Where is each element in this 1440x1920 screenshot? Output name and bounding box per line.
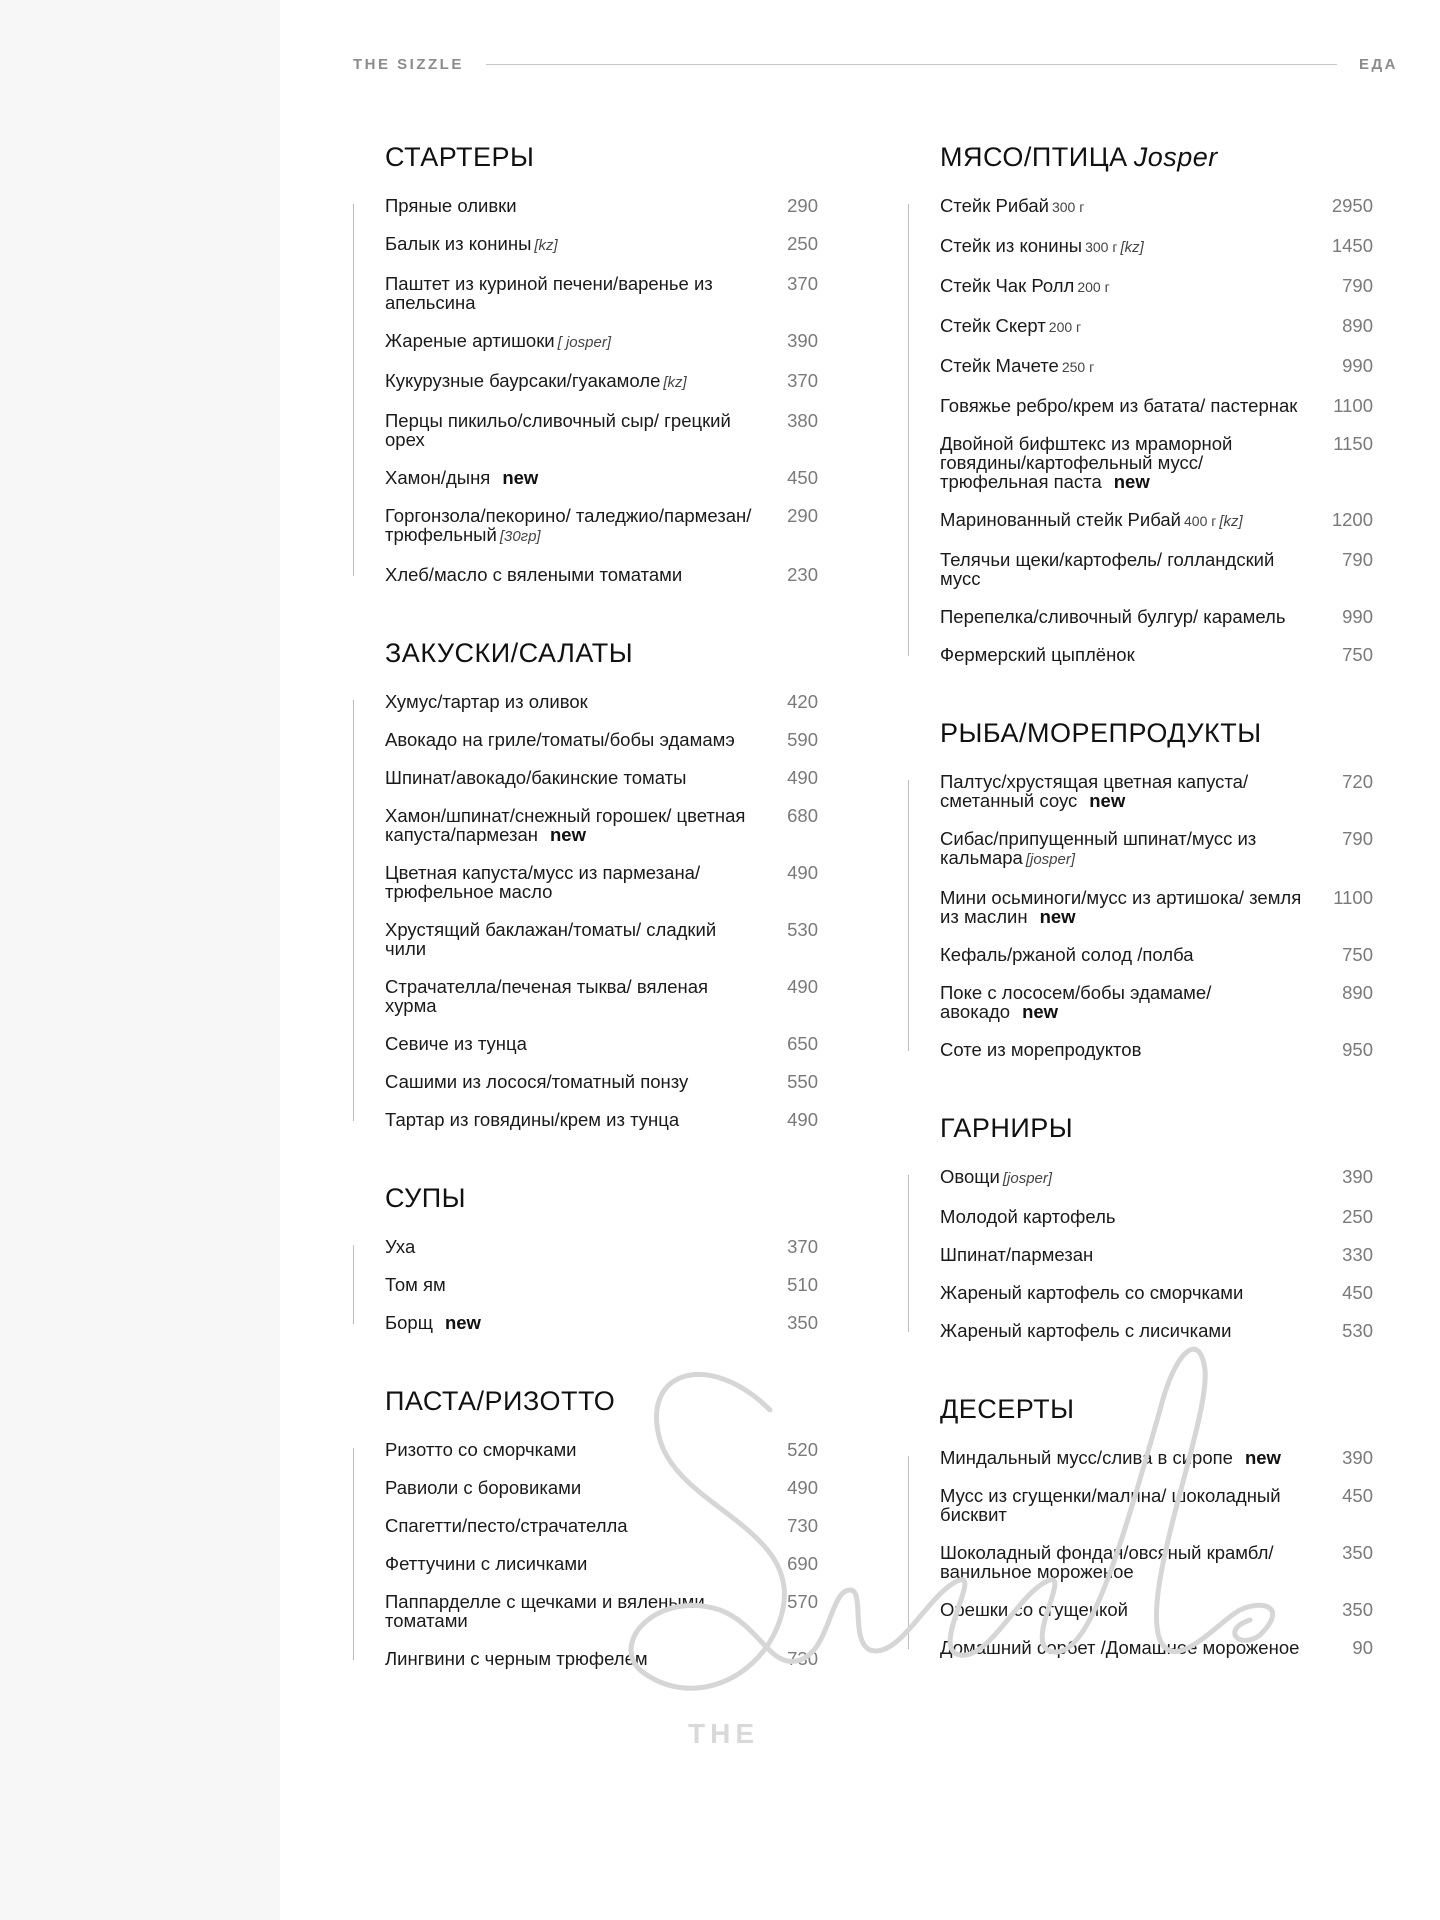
menu-item-list [385, 692, 818, 1129]
section-title: ЗАКУСКИ/САЛАТЫ [385, 638, 634, 668]
new-badge: new [502, 467, 539, 488]
menu-item-name [940, 829, 1310, 869]
left-column [385, 140, 818, 1720]
menu-item-title: Двойной бифштекс из мраморной говядины/картофельный мусс/ трюфельная паста [940, 433, 1233, 492]
menu-item-weight: 300 г [1085, 239, 1118, 255]
menu-item-name [940, 1207, 1310, 1226]
menu-item-list [940, 1167, 1373, 1340]
menu-item-title: Фермерский цыплёнок [940, 644, 1135, 665]
page-header [353, 54, 1398, 74]
menu-item-title: Хамон/дыня [385, 467, 491, 488]
menu-item-name [385, 768, 755, 787]
menu-item-title: Сибас/припущенный шпинат/мусс из кальмара [940, 828, 1257, 868]
menu-item [385, 1649, 818, 1668]
menu-item-title: Шпинат/пармезан [940, 1244, 1094, 1265]
menu-item-title: Жареный картофель с лисичками [940, 1320, 1232, 1341]
menu-item [385, 234, 818, 255]
menu-item-title: Мусс из сгущенки/малина/ шоколадный бисквит [940, 1485, 1281, 1525]
menu-item-title: Мини осьминоги/мусс из артишока/ земля из маслин [940, 887, 1302, 927]
menu-item-name [385, 692, 755, 711]
menu-item-name [940, 550, 1310, 588]
menu-item-title: Авокадо на гриле/томаты/бобы эдамамэ [385, 729, 735, 750]
menu-item-name [940, 1448, 1310, 1467]
menu-item-note: [kz] [1120, 239, 1144, 256]
menu-item-price: 390 [1342, 1447, 1373, 1468]
menu-item-price: 730 [787, 1648, 818, 1669]
menu-item-title: Спагетти/песто/страчателла [385, 1515, 628, 1536]
section-title: СТАРТЕРЫ [385, 142, 535, 172]
menu-item-title: Севиче из тунца [385, 1033, 527, 1054]
menu-item-name [385, 1554, 755, 1573]
section-title: ПАСТА/РИЗОТТО [385, 1386, 616, 1416]
menu-item-price: 890 [1342, 982, 1373, 1003]
menu-item-name [940, 1638, 1310, 1657]
menu-item-price: 530 [1342, 1320, 1373, 1341]
menu-item [940, 1040, 1373, 1059]
menu-item [385, 692, 818, 711]
menu-item-name [940, 645, 1310, 664]
menu-item-name [385, 1313, 755, 1332]
menu-item-title: Хрустящий баклажан/томаты/ сладкий чили [385, 919, 717, 959]
menu-item-note: [ josper] [557, 334, 611, 351]
menu-item [385, 1440, 818, 1459]
section-title-text: МЯСО/ПТИЦА [940, 142, 1128, 172]
menu-item-price: 750 [1342, 644, 1373, 665]
menu-item [385, 1516, 818, 1535]
page-section-label: ЕДА [1358, 55, 1398, 73]
menu-item-title: Паппарделле с щечками и вялеными томатами [385, 1591, 705, 1631]
menu-item [385, 977, 818, 1015]
menu-item-list [385, 196, 818, 584]
menu-item [940, 1321, 1373, 1340]
menu-item [385, 331, 818, 352]
menu-item [385, 565, 818, 584]
menu-item-price: 450 [1342, 1485, 1373, 1506]
header-divider [486, 64, 1337, 65]
menu-item-title: Стейк Рибай [940, 195, 1049, 216]
menu-item [385, 1478, 818, 1497]
menu-item [940, 1543, 1373, 1581]
menu-item [385, 806, 818, 844]
menu-item-name [940, 1486, 1310, 1524]
menu-item [940, 316, 1373, 337]
brand-name: THE SIZZLE [353, 55, 464, 73]
menu-item-name [940, 888, 1310, 926]
menu-item-price: 250 [787, 233, 818, 254]
right-column [940, 140, 1373, 1709]
menu-item [385, 768, 818, 787]
menu-item [940, 1207, 1373, 1226]
menu-item [940, 645, 1373, 664]
menu-item-price: 290 [787, 195, 818, 216]
section-pasta [385, 1384, 818, 1668]
menu-item-price: 490 [787, 1109, 818, 1130]
menu-item-weight: 400 г [1184, 513, 1217, 529]
menu-item-title: Стейк Чак Ролл [940, 275, 1075, 296]
menu-item [940, 772, 1373, 810]
menu-item-price: 490 [787, 862, 818, 883]
menu-item-name [940, 434, 1310, 491]
menu-item-note: [kz] [1219, 513, 1243, 530]
section-sides [940, 1111, 1373, 1340]
menu-item [940, 1486, 1373, 1524]
menu-item-title: Борщ [385, 1312, 433, 1333]
menu-item-price: 720 [1342, 771, 1373, 792]
section-meat [940, 140, 1373, 664]
section-soups [385, 1181, 818, 1332]
menu-item-price: 750 [1342, 944, 1373, 965]
menu-item-name [385, 977, 755, 1015]
menu-item-title: Страчателла/печеная тыква/ вяленая хурма [385, 976, 709, 1016]
menu-item-price: 2950 [1331, 195, 1373, 216]
menu-item-price: 680 [787, 805, 818, 826]
menu-item-price: 350 [1342, 1542, 1373, 1563]
menu-item [385, 920, 818, 958]
menu-item-note: [kz] [534, 237, 558, 254]
menu-item [385, 730, 818, 749]
menu-item-price: 490 [787, 1477, 818, 1498]
menu-item-title: Шпинат/авокадо/бакинские томаты [385, 767, 687, 788]
menu-item-price: 490 [787, 767, 818, 788]
menu-item-name [385, 331, 755, 352]
menu-item-title: Тартар из говядины/крем из тунца [385, 1109, 680, 1130]
menu-item-name [385, 863, 755, 901]
menu-item-price: 590 [787, 729, 818, 750]
menu-item-note: [josper] [1025, 851, 1076, 868]
menu-item [385, 1592, 818, 1630]
menu-item-price: 370 [787, 1236, 818, 1257]
menu-item-name [385, 1237, 755, 1256]
new-badge: new [549, 824, 586, 845]
menu-item [940, 888, 1373, 926]
menu-item-price: 370 [787, 273, 818, 294]
menu-item [940, 829, 1373, 869]
menu-item-name [940, 1543, 1310, 1581]
menu-item-name [940, 607, 1310, 626]
menu-item [385, 1313, 818, 1332]
menu-item-title: Соте из морепродуктов [940, 1039, 1142, 1060]
menu-item-price: 650 [787, 1033, 818, 1054]
menu-item-price: 380 [787, 410, 818, 431]
menu-item [385, 411, 818, 449]
menu-item-price: 790 [1342, 828, 1373, 849]
menu-item-name [940, 276, 1310, 297]
menu-item-weight: 200 г [1048, 319, 1082, 335]
menu-item [385, 1110, 818, 1129]
menu-item-title: Домашний сорбет /Домашнее мороженое [940, 1637, 1300, 1658]
menu-item-list [940, 196, 1373, 664]
menu-item-price: 550 [787, 1071, 818, 1092]
menu-item-name [940, 983, 1310, 1021]
menu-item [940, 276, 1373, 297]
menu-item-price: 350 [787, 1312, 818, 1333]
menu-item-note: [kz] [663, 374, 687, 391]
menu-item-title: Цветная капуста/мусс из пармезана/ трюфельное масло [385, 862, 701, 902]
section-starters [385, 140, 818, 584]
menu-item-title: Сашими из лосося/томатный понзу [385, 1071, 689, 1092]
menu-item-name [385, 1478, 755, 1497]
menu-item-title: Лингвини с черным трюфелем [385, 1648, 648, 1669]
menu-item-title: Жареные артишоки [385, 330, 555, 351]
menu-item-price: 90 [1352, 1637, 1373, 1658]
menu-item [385, 1034, 818, 1053]
menu-item-title: Миндальный мусс/слива в сиропе [940, 1447, 1233, 1468]
menu-item-name [940, 236, 1310, 257]
menu-item-price: 250 [1342, 1206, 1373, 1227]
menu-item-price: 530 [787, 919, 818, 940]
menu-item-name [385, 1516, 755, 1535]
menu-item-name [385, 1440, 755, 1459]
menu-item-name [940, 510, 1310, 531]
menu-item-price: 1200 [1331, 509, 1373, 530]
menu-item-title: Стейк из конины [940, 235, 1083, 256]
menu-item-price: 1450 [1331, 235, 1373, 256]
menu-item [385, 863, 818, 901]
section-title: ГАРНИРЫ [940, 1113, 1074, 1143]
menu-item [385, 468, 818, 487]
menu-item-title: Палтус/хрустящая цветная капуста/ сметанный соус [940, 771, 1249, 811]
menu-item [385, 196, 818, 215]
menu-item [940, 396, 1373, 415]
menu-item-list [385, 1237, 818, 1332]
menu-item-name [385, 1592, 755, 1630]
menu-item-title: Том ям [385, 1274, 446, 1295]
menu-item [940, 607, 1373, 626]
menu-item-price: 1150 [1333, 433, 1373, 454]
menu-item-weight: 300 г [1051, 199, 1085, 215]
menu-item-price: 450 [787, 467, 818, 488]
menu-item [940, 1283, 1373, 1302]
menu-item-price: 520 [787, 1439, 818, 1460]
menu-item-name [385, 920, 755, 958]
menu-item-title: Хлеб/масло с вялеными томатами [385, 564, 683, 585]
menu-item [385, 371, 818, 392]
menu-item-title: Перцы пикильо/сливочный сыр/ грецкий орех [385, 410, 731, 450]
menu-item-price: 990 [1342, 355, 1373, 376]
menu-item-name [385, 1110, 755, 1129]
menu-item [385, 274, 818, 312]
menu-item-title: Стейк Мачете [940, 355, 1059, 376]
new-badge: new [1089, 790, 1126, 811]
menu-item-list [385, 1440, 818, 1668]
section-snacks [385, 636, 818, 1129]
menu-item [940, 1245, 1373, 1264]
menu-item [940, 1600, 1373, 1619]
menu-item-title: Пряные оливки [385, 195, 517, 216]
menu-item-price: 330 [1342, 1244, 1373, 1265]
menu-item [940, 945, 1373, 964]
menu-item-name [940, 356, 1310, 377]
menu-item-price: 390 [1342, 1166, 1373, 1187]
section-title: ДЕСЕРТЫ [940, 1394, 1075, 1424]
menu-item-name [940, 1040, 1310, 1059]
menu-item-price: 790 [1342, 275, 1373, 296]
menu-item [385, 1554, 818, 1573]
menu-item-name [940, 1245, 1310, 1264]
menu-item-name [385, 1072, 755, 1091]
menu-item-title: Паштет из куриной печени/варенье из апельсина [385, 273, 713, 313]
menu-item-name [385, 730, 755, 749]
menu-item-name [385, 371, 755, 392]
section-title: РЫБА/МОРЕПРОДУКТЫ [940, 718, 1262, 748]
menu-item-name [385, 506, 755, 546]
menu-item [385, 1072, 818, 1091]
menu-item-title: Перепелка/сливочный булгур/ карамель [940, 606, 1286, 627]
menu-item-name [940, 196, 1310, 217]
menu-item-price: 390 [787, 330, 818, 351]
menu-item-title: Стейк Скерт [940, 315, 1046, 336]
menu-item [940, 356, 1373, 377]
menu-item-name [385, 234, 755, 255]
menu-item-price: 510 [787, 1274, 818, 1295]
menu-item [940, 1448, 1373, 1467]
watermark-prefix: THE [688, 1718, 759, 1749]
menu-item-name [385, 1275, 755, 1294]
menu-item-name [385, 196, 755, 215]
menu-item-name [940, 1321, 1310, 1340]
menu-item [385, 1237, 818, 1256]
menu-item-name [385, 565, 755, 584]
menu-item-list [940, 1448, 1373, 1657]
menu-item-title: Феттучини с лисичками [385, 1553, 588, 1574]
menu-item-name [940, 772, 1310, 810]
menu-item-name [940, 396, 1310, 415]
menu-item-price: 690 [787, 1553, 818, 1574]
menu-item-title: Кефаль/ржаной солод /полба [940, 944, 1194, 965]
menu-item-title: Овощи [940, 1166, 1000, 1187]
menu-item-title: Маринованный стейк Рибай [940, 509, 1181, 530]
menu-item [940, 510, 1373, 531]
menu-item-title: Молодой картофель [940, 1206, 1116, 1227]
section-title-accent: Josper [1133, 142, 1218, 172]
menu-item-title: Ризотто со сморчками [385, 1439, 577, 1460]
menu-item-name [385, 806, 755, 844]
new-badge: new [1022, 1001, 1059, 1022]
menu-item-weight: 250 г [1061, 359, 1095, 375]
section-desserts [940, 1392, 1373, 1657]
menu-item-title: Балык из конины [385, 233, 532, 254]
menu-item-price: 350 [1342, 1599, 1373, 1620]
menu-item-title: Орешки со сгущенкой [940, 1599, 1128, 1620]
menu-item-title: Поке с лососем/бобы эдамаме/ авокадо [940, 982, 1212, 1022]
menu-item [940, 1638, 1373, 1657]
new-badge: new [444, 1312, 481, 1333]
menu-item-note: [josper] [1002, 1170, 1053, 1187]
menu-item-price: 420 [787, 691, 818, 712]
menu-item-price: 1100 [1333, 887, 1373, 908]
menu-item [385, 1275, 818, 1294]
section-title: СУПЫ [385, 1183, 467, 1213]
new-badge: new [1039, 906, 1076, 927]
menu-item-title: Горгонзола/пекорино/ таледжио/пармезан/трюфельный [385, 505, 752, 545]
menu-item-title: Телячьи щеки/картофель/ голландский мусс [940, 549, 1275, 589]
menu-item [940, 983, 1373, 1021]
menu-item-price: 950 [1342, 1039, 1373, 1060]
menu-item-title: Хамон/шпинат/снежный горошек/ цветная капуста/пармезан [385, 805, 746, 845]
menu-item-name [940, 316, 1310, 337]
menu-item [940, 434, 1373, 491]
menu-item-name [940, 945, 1310, 964]
menu-item-price: 570 [787, 1591, 818, 1612]
menu-page [280, 0, 1440, 1920]
menu-item-price: 490 [787, 976, 818, 997]
menu-item-title: Говяжье ребро/крем из батата/ пастернак [940, 395, 1298, 416]
menu-item-name [940, 1167, 1310, 1188]
menu-item [940, 236, 1373, 257]
menu-item [940, 196, 1373, 217]
menu-item-name [385, 1034, 755, 1053]
menu-item-title: Жареный картофель со сморчками [940, 1282, 1244, 1303]
menu-item-name [940, 1600, 1310, 1619]
menu-item-price: 370 [787, 370, 818, 391]
menu-item [385, 506, 818, 546]
menu-item [940, 1167, 1373, 1188]
menu-item-price: 1100 [1333, 395, 1373, 416]
menu-item-price: 730 [787, 1515, 818, 1536]
menu-item [940, 550, 1373, 588]
menu-item-price: 230 [787, 564, 818, 585]
menu-item-note: [30гр] [499, 528, 541, 545]
menu-item-price: 890 [1342, 315, 1373, 336]
menu-item-name [385, 274, 755, 312]
new-badge: new [1244, 1447, 1281, 1468]
menu-item-title: Кукурузные баурсаки/гуакамоле [385, 370, 661, 391]
section-fish [940, 716, 1373, 1059]
menu-item-name [385, 468, 755, 487]
section-title [940, 140, 1373, 174]
menu-item-name [385, 1649, 755, 1668]
menu-item-list [940, 772, 1373, 1059]
new-badge: new [1113, 471, 1150, 492]
menu-item-price: 450 [1342, 1282, 1373, 1303]
menu-item-weight: 200 г [1077, 279, 1110, 295]
menu-item-title: Равиоли с боровиками [385, 1477, 582, 1498]
menu-item-title: Уха [385, 1236, 416, 1257]
menu-item-name [940, 1283, 1310, 1302]
menu-item-title: Хумус/тартар из оливок [385, 691, 588, 712]
menu-item-title: Шоколадный фондан/овсяный крамбл/ ванильное мороженое [940, 1542, 1274, 1582]
menu-item-price: 290 [787, 505, 818, 526]
menu-item-price: 990 [1342, 606, 1373, 627]
menu-item-name [385, 411, 755, 449]
menu-item-price: 790 [1342, 549, 1373, 570]
